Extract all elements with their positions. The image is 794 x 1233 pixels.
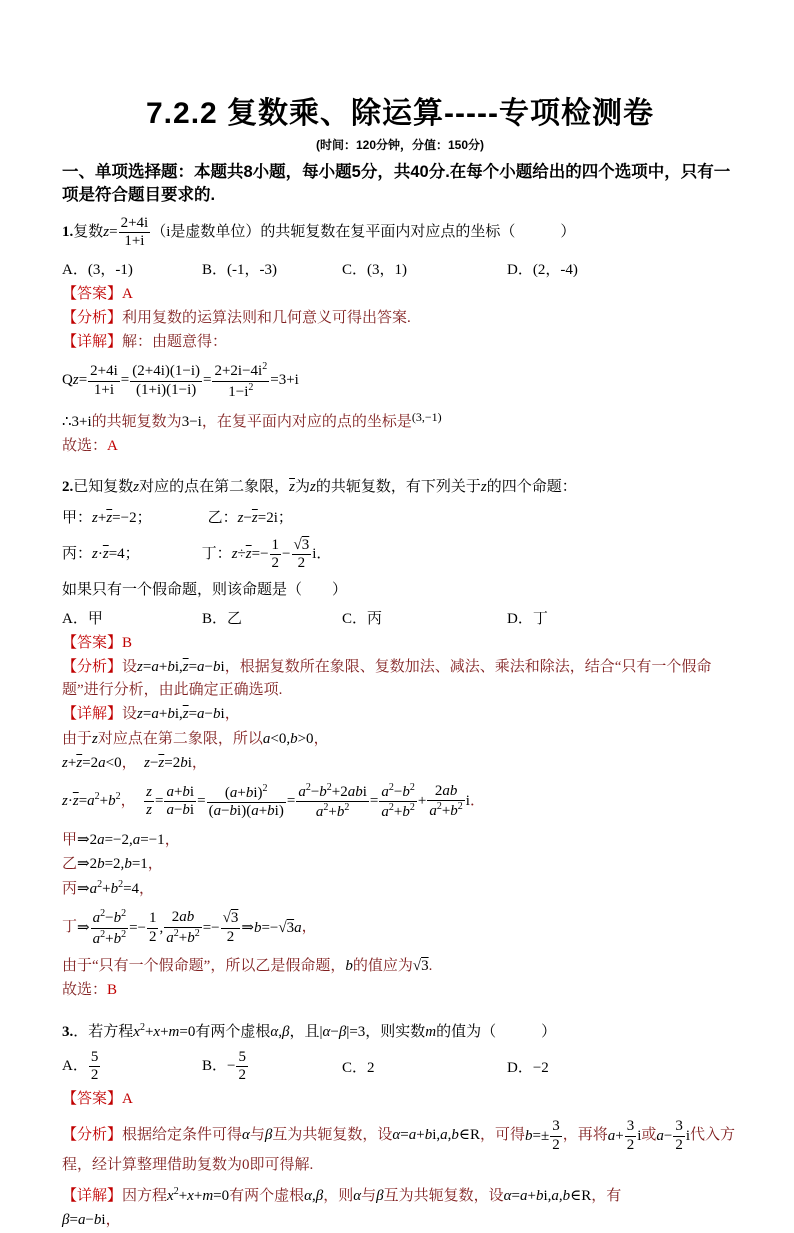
q2-analysis-line [62, 656, 738, 703]
q1-conclusion: ∴3+i的共轭复数为3−i，在复平面内对应的点的坐标是$^{(3,-1)}$ [62, 409, 442, 430]
q2-detail-yi: 乙⇒2b=2,b=1， [62, 855, 163, 872]
q1-choice-line [62, 435, 738, 458]
q2-option-c: C．丙 [342, 610, 383, 627]
answer-label: 【答案】 [62, 1091, 123, 1108]
page-subtitle: (时间：120分钟，分值：150分) [315, 138, 485, 152]
detail-label: 【详解】 [62, 706, 123, 723]
q1-detail-line [62, 331, 738, 354]
q3-options-row [62, 1049, 738, 1085]
question-1 [62, 215, 738, 458]
q2-answer-line [62, 632, 738, 655]
q2-option-d: D．丁 [507, 610, 548, 627]
q2-question: 如果只有一个假命题，则该命题是（ ） [62, 582, 348, 599]
q1-detail-text: 解：由题意得： [122, 334, 228, 351]
q1-option-b: B．(-1，-3) [202, 261, 277, 278]
q2-propositions-1: 甲：$z+\overline{z}=-2$； 乙：$z-\overline{z}=2i$； [62, 509, 293, 526]
q1-answer: A [122, 285, 133, 302]
q1-stem: 1.复数z= $\frac{2+4i}{1+i}$ （i是虚数单位）的共轭复数在复平面内对应点的坐标（ ） [62, 215, 576, 250]
q2-options-row [62, 607, 738, 628]
q2-detail-bing: 丙$\Rightarrow a^2+b^2=4$， [62, 879, 155, 898]
q2-detail-formula: $z\cdot\overline{z}=a^2+b^2$， $\frac{z}{z}$ = $\frac{a+bi}{a-bi}$ = $\frac{(a+bi)^2}{(a-bi)(a+bi)}$ = $a^2-b^2+2abi$ $a^2+b^2$ = $\frac{a^2-b^2}{a^2+b^2}$ + $\frac{2ab}{a^2+b^2}$ i． [62, 782, 485, 821]
q1-answer-line [62, 283, 738, 306]
choice-label: 故选： [62, 438, 108, 455]
q1-analysis-text: 利用复数的运算法则和几何意义可得出答案. [122, 309, 411, 326]
analysis-label: 【分析】 [62, 309, 123, 326]
section-header: 一、单项选择题：本题共8小题，每小题5分，共40分.在每个小题给出的四个选项中，只有一项是符合题目要求的. [62, 163, 731, 205]
question-2 [62, 476, 738, 1002]
q3-option-a: A． $\frac{5}{2}$ [62, 1048, 99, 1083]
choice-label: 故选： [62, 982, 108, 999]
detail-label: 【详解】 [62, 1188, 123, 1205]
analysis-label: 【分析】 [62, 658, 123, 675]
q2-option-a: A．甲 [62, 610, 103, 627]
q2-detail-line-1 [62, 703, 738, 726]
q2-choice: B [107, 982, 118, 999]
q2-propositions-2: 丙：$z\cdot\overline{z}=4$； 丁：$z\div\overline{z}=-$ $\frac{1}{2}$ − $\frac{√3}{2}$ i． [62, 536, 332, 572]
answer-label: 【答案】 [62, 285, 123, 302]
q1-options-row [62, 258, 738, 279]
q3-analysis-text: 根据给定条件可得α与β互为共轭复数，设α=a+bi,a,b∈R，可得b=± $\frac{3}{2}$ ，再将a+ $\frac{3}{2}$ i或a− $\frac{3}{2}$ i代入方程，经计算整理借助复数为0即可得解. [62, 1118, 736, 1173]
page-title: 7.2.2 复数乘、除运算-----专项检测卷 [145, 97, 654, 130]
q2-detail-ding: 丁⇒ $\frac{a^2-b^2}{a^2+b^2}$ =− $\frac{1}{2}$ , $\frac{2ab}{a^2+b^2}$ =− $\frac{√3}{2}$ ⇒b=−√3a， [62, 908, 317, 947]
q3-answer-line [62, 1088, 738, 1111]
q3-stem: 3.．若方程$x^2+x+m=0$有两个虚根α,β，且|α−β|=3，则实数m的值为（ ） [62, 1022, 557, 1041]
q1-option-d: D．(2，-4) [507, 261, 578, 278]
q1-choice: A [107, 438, 118, 455]
q3-analysis-line [62, 1118, 738, 1177]
q1-option-a: A．(3，-1) [62, 261, 133, 278]
q2-detail-conclusion: 由于“只有一个假命题”，所以乙是假命题，b的值应为√3. [62, 957, 433, 974]
q3-answer: A [122, 1091, 133, 1108]
q3-option-c: C．2 [342, 1059, 375, 1076]
q2-analysis-text: 设$z=a+bi,\overline{z}=a-bi$，根据复数所在象限、复数加法、减法、乘法和除法，结合“只有一个假命题”进行分析，由此确定正确选项. [62, 658, 712, 699]
q2-detail-jia: 甲⇒2a=−2,a=−1， [62, 831, 180, 848]
analysis-label: 【分析】 [62, 1127, 123, 1144]
q1-option-c: C．(3，1) [342, 261, 407, 278]
q1-analysis-line [62, 307, 738, 330]
q1-formula: Qz= $\frac{2+4i}{1+i}$ = $\frac{(2+4i)(1-i)}{(1+i)(1-i)}$ = $\frac{2+2i-4i^2}{1-i^2}$ =3+i [62, 361, 299, 400]
q3-option-d: D．−2 [507, 1059, 549, 1076]
detail-label: 【详解】 [62, 334, 123, 351]
q2-detail-line-3: $z+\overline{z}=2a<0$， $z-\overline{z}=2bi$， [62, 754, 207, 771]
q3-detail-text-1: 因方程$x^2+x+m=0$有两个虚根α,β，则α与β互为共轭复数，设α=a+bi,a,b∈R，有 [122, 1186, 622, 1205]
q3-detail-line-2: β=a−bi， [62, 1212, 121, 1229]
q3-option-b: B．− $\frac{5}{2}$ [202, 1048, 246, 1083]
q2-answer: B [122, 634, 133, 651]
answer-label: 【答案】 [62, 634, 123, 651]
q2-stem: 2.已知复数z对应的点在第二象限，$\overline{z}$为z的共轭复数，有下列关于z的四个命题： [62, 479, 577, 496]
q3-detail-line-1 [62, 1184, 738, 1208]
q2-choice-line [62, 979, 738, 1002]
q2-detail-line-2: 由于z对应点在第二象限，所以a<0,b>0， [62, 730, 329, 747]
question-3 [62, 1020, 738, 1232]
q2-option-b: B．乙 [202, 610, 243, 627]
q2-detail-text-1: 设$z=a+bi,\overline{z}=a-bi$， [122, 706, 240, 723]
